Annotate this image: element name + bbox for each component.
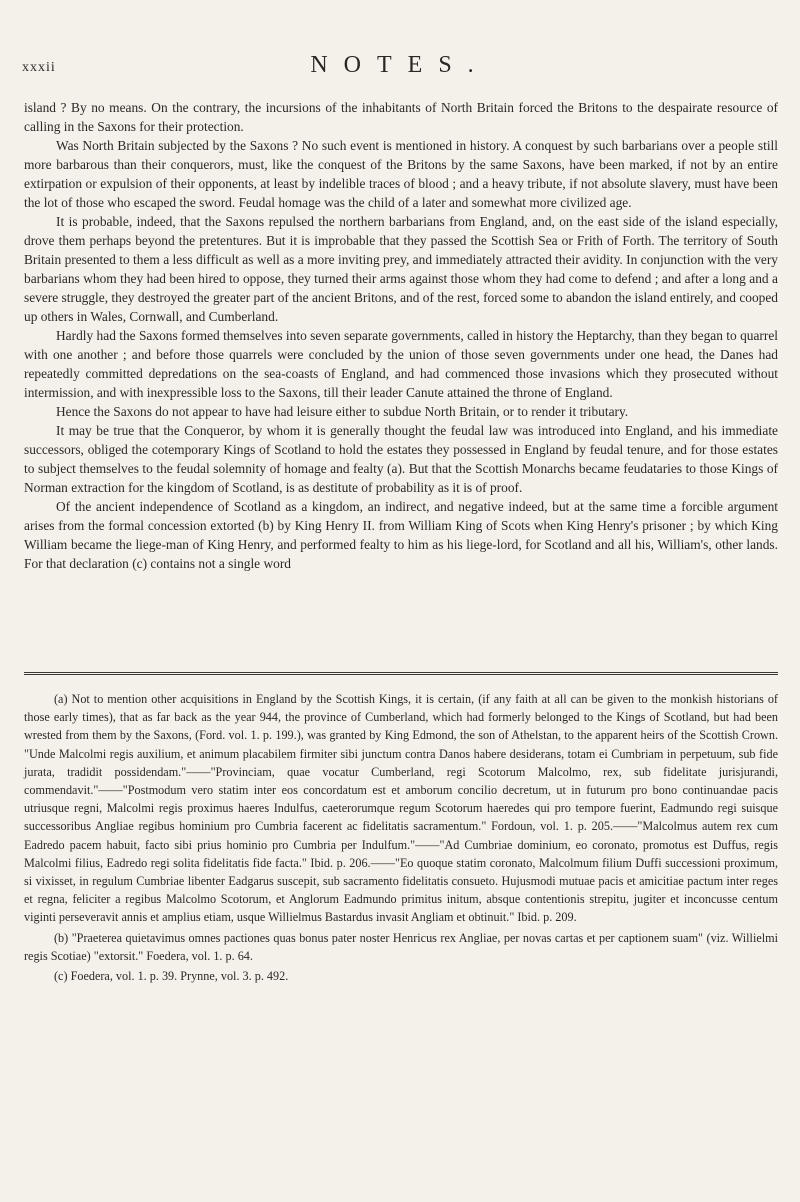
paragraph: Of the ancient independence of Scotland as a kingdom, an indirect, and negative indeed, but at the same time a forcible argument arises from the formal concession extorted (b) by King Henry II. from William King of Scots when King Henry's prisoner ; by which King William became the liege-man of King Henry, and performed fealty to him as his liege-lord, for Scotland and all his, William's, other lands. For that declaration (c) contains not a single word — [24, 499, 778, 571]
page-number: xxxii — [22, 60, 56, 75]
paragraph: island ? By no means. On the contrary, the incursions of the inhabitants of North Britain forced the Britons to the despairate resource of calling in the Saxons for their protection. — [24, 100, 778, 134]
paragraph: It may be true that the Conqueror, by whom it is generally thought the feudal law was introduced into England, and his immediate successors, obliged the cotemporary Kings of Scotland to hold the estates they possessed in England by feudal tenure, and for those estates to subject themselves to the feudal solemnity of homage and fealty (a). But that the Scottish Monarchs became feudataries to those Kings of Norman extraction for the kingdom of Scotland, is as destitute of probability as it is of proof. — [24, 423, 778, 495]
paragraph: Was North Britain subjected by the Saxons ? No such event is mentioned in history. A conquest by such barbarians over a people still more barbarous than their conquerors, must, like the conquest of the Britons by the same Saxons, have been marked, if not by an entire extirpation or expulsion of their opponents, at least by indelible traces of blood ; and a heavy tribute, if not absolute slavery, must have been the lot of those who escaped the sword. Feudal homage was the child of a later and somewhat more civilized age. — [24, 138, 778, 210]
main-text — [24, 98, 778, 573]
running-head: NOTES. — [310, 52, 490, 78]
paragraph: Hence the Saxons do not appear to have had leisure either to subdue North Britain, or to render it tributary. — [56, 404, 629, 419]
footnote-a: (a) Not to mention other acquisitions in England by the Scottish Kings, it is certain, (if any faith at all can be given to the monkish historians of those early times), that as far back as the year 944, the province of Cumberland, which had formerly belonged to the Kings of Scotland, but had been wrested from them by the Saxons, (Ford. vol. 1. p. 199.), was granted by King Edmond, the son of Athelstan, to the apparent heirs of the Scottish Crown. "Unde Malcolmi regis auxilium, et animum placabilem firmiter sibi junctum contra Danos habere desiderans, totam ei Cumbriam in perpetuum, sub fide jurata, tradidit possidendam."——"Provinciam, quae vocatur Cumberland, regi Scotorum Malcolmo, rex, sub fidelitate jurisjurandi, commendavit."——"Postmodum vero statim inter eos concordatum est et amborum concilio decretum, ut in futurum pro bono continuandae pacis utriusque regni, Malcolmi regis proximus haeres Indulfus, caeterorumque regum Scotorum haeredes qui pro tempore fuerint, Eadmundo regi suisque successoribus Angliae regibus hominium pro Cumbria facerent ac fidelitatis sacramentum." Fordoun, vol. 1. p. 205.——"Malcolmus autem rex cum Eadredo pacem habuit, facto sibi prius hominio pro Cumbria per Indulfum."——"Ad Cumbriae dominium, eo coronato, promotus est Duffus, regis Malcolmi filius, Eadredo regi solita fidelitatis fide facta." Ibid. p. 206.——"Eo quoque statim coronato, Malcolmum filium Duffi successioni proximum, si vixisset, in regulum Cumbriae libenter Eadgarus suscepit, sub sacramento fidelitatis consueto. Hujusmodi mutuae pacis et amicitiae pactum inter reges et regna, feliciter a regibus Malcolmo Scotorum, et Anglorum Eadmundo primitus initum, absque contentionis strepitu, jugiter et inconcusse centum viginti perseveravit annis et amplius etiam, usque Willielmus Bastardus invasit Angliam et obtinuit." Ibid. p. 209. — [24, 692, 778, 925]
footnotes — [24, 690, 778, 987]
footnote-c: (c) Foedera, vol. 1. p. 39. Prynne, vol. 3. p. 492. — [54, 969, 289, 984]
footnote-b: (b) "Praeterea quietavimus omnes pactiones quas bonus pater noster Henricus rex Angliae, per novas cartas et per captionem suam" (viz. Willielmi regis Scotiae) "extorsit." Foedera, vol. 1. p. 64. — [24, 930, 778, 963]
paragraph: Hardly had the Saxons formed themselves into seven separate governments, called in history the Heptarchy, than they began to quarrel with one another ; and before those quarrels were concluded by the union of those seven governments under one head, the Danes had repeatedly committed depredations on the sea-coasts of England, and had commenced those invasions which they prosecuted without intermission, and with inexpressible loss to the Saxons, till their leader Canute attained the throne of England. — [24, 328, 778, 400]
footnote-divider — [24, 672, 778, 675]
paragraph: It is probable, indeed, that the Saxons repulsed the northern barbarians from England, and, on the east side of the island especially, drove them perhaps beyond the pretentures. But it is improbable that they passed the Scottish Sea or Frith of Forth. The territory of South Britain presented to them a less difficult as well as a more inviting prey, and immediately attracted their avidity. In conjunction with the very barbarians whom they had been hired to oppose, they turned their arms against those whom they had come to defend ; and after a long and a severe struggle, they destroyed the greater part of the ancient Britons, and of the rest, forced some to abandon the island entirely, and cooped up others in Wales, Cornwall, and Cumberland. — [24, 214, 778, 324]
